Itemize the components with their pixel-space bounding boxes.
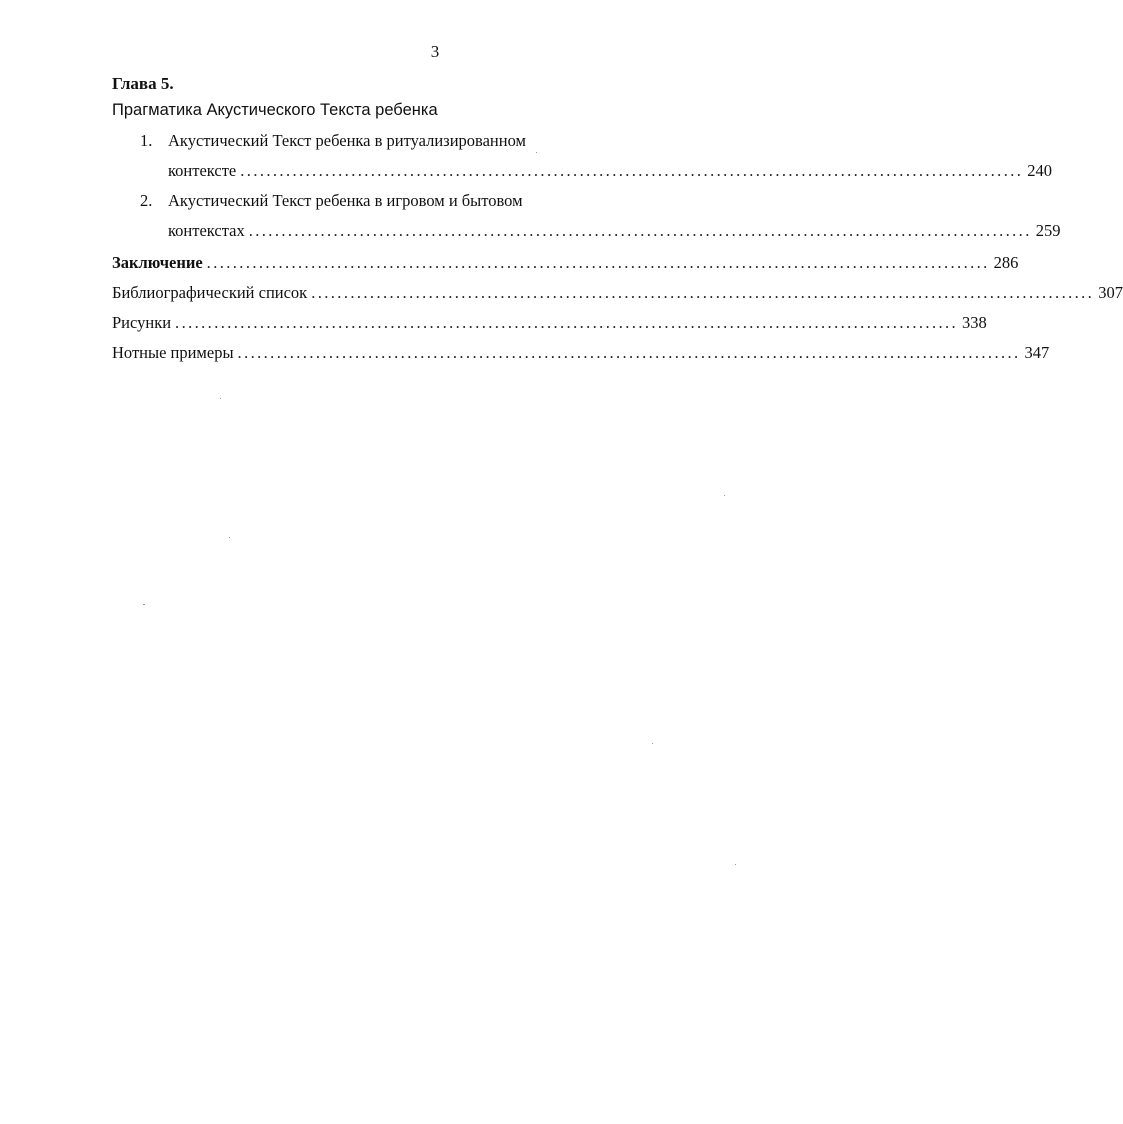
page-reference: 259 bbox=[1035, 221, 1061, 240]
toc-entry-music-examples[interactable] bbox=[112, 343, 1050, 363]
dot-leader: ........................................................................................................................ bbox=[311, 283, 1095, 302]
toc-entry-figures[interactable] bbox=[112, 313, 987, 333]
page-number: 3 bbox=[430, 42, 440, 61]
toc-entry-section-2[interactable] bbox=[168, 221, 1061, 241]
dot-leader: ........................................................................................................................ bbox=[248, 221, 1032, 240]
section-number: 1. bbox=[140, 131, 153, 150]
entry-label: Нотные примеры bbox=[112, 343, 234, 362]
entry-label: Заключение bbox=[112, 253, 203, 272]
section-title-continuation: контекстах bbox=[168, 221, 245, 240]
page-reference: 286 bbox=[993, 253, 1019, 272]
section-1-first-line bbox=[140, 131, 526, 151]
dot-leader: ........................................................................................................................ bbox=[206, 253, 990, 272]
toc-entry-bibliography[interactable] bbox=[112, 283, 1123, 303]
section-title-part: Акустический Текст ребенка в ритуализированном bbox=[168, 131, 526, 150]
scan-speck bbox=[229, 537, 230, 538]
chapter-title: Прагматика Акустического Текста ребенка bbox=[112, 101, 438, 119]
page-reference: 347 bbox=[1024, 343, 1050, 362]
page-reference: 240 bbox=[1027, 161, 1053, 180]
toc-entry-section-1[interactable] bbox=[168, 161, 1053, 181]
scan-speck bbox=[536, 152, 537, 153]
section-number: 2. bbox=[140, 191, 153, 210]
entry-label: Библиографический список bbox=[112, 283, 308, 302]
section-title-part: Акустический Текст ребенка в игровом и бытовом bbox=[168, 191, 523, 210]
page-reference: 307 bbox=[1098, 283, 1123, 302]
scan-speck bbox=[735, 864, 736, 865]
toc-entry-conclusion[interactable] bbox=[112, 253, 1019, 273]
scan-speck bbox=[220, 398, 221, 399]
entry-label: Рисунки bbox=[112, 313, 172, 332]
dot-leader: ........................................................................................................................ bbox=[237, 343, 1021, 362]
section-title-continuation: контексте bbox=[168, 161, 237, 180]
dot-leader: ........................................................................................................................ bbox=[240, 161, 1024, 180]
scan-speck bbox=[724, 495, 725, 496]
page-reference: 338 bbox=[962, 313, 987, 332]
scan-speck bbox=[143, 604, 145, 605]
section-2-first-line bbox=[140, 191, 523, 211]
chapter-heading: Глава 5. bbox=[112, 74, 174, 93]
dot-leader: ........................................................................................................................ bbox=[175, 313, 959, 332]
scan-speck bbox=[652, 743, 653, 744]
